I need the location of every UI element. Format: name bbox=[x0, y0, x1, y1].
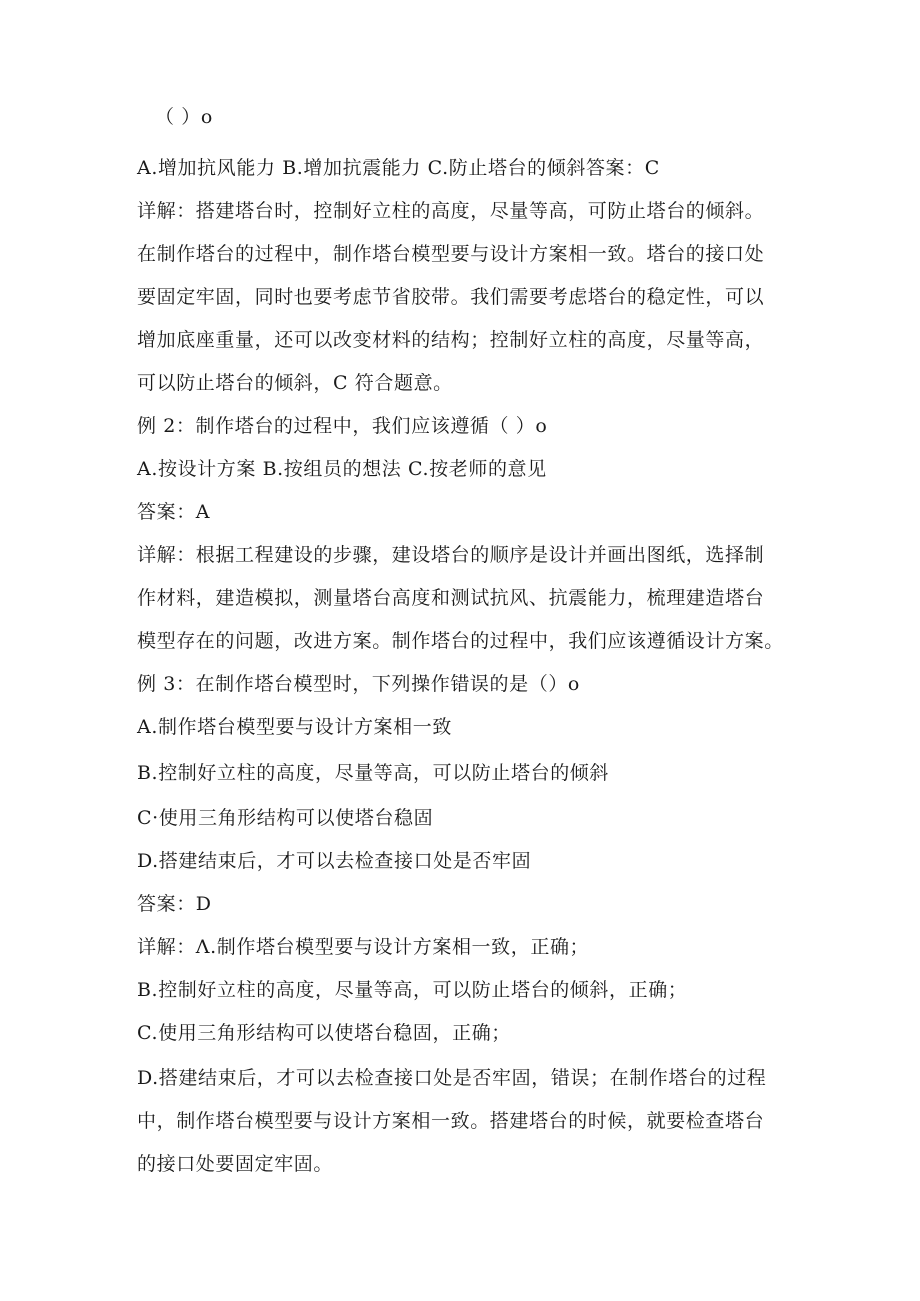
question-example-3: 例 3：在制作塔台模型时，下列操作错误的是（）o bbox=[137, 673, 580, 695]
explanation-line: 详解：搭建塔台时，控制好立柱的高度，尽量等高，可防止塔台的倾斜。 bbox=[137, 200, 765, 222]
explanation-line: C.使用三角形结构可以使塔台稳固，正确； bbox=[137, 1022, 511, 1044]
explanation-line: D.搭建结束后，才可以去检查接口处是否牢固，错误；在制作塔台的过程 bbox=[137, 1067, 767, 1089]
explanation-line: 在制作塔台的过程中，制作塔台模型要与设计方案相一致。塔台的接口处 bbox=[137, 243, 765, 265]
option-a: A.制作塔台模型要与设计方案相一致 bbox=[137, 716, 452, 738]
question-example-2: 例 2：制作塔台的过程中，我们应该遵循（ ）o bbox=[137, 415, 548, 437]
options-line-q2: A.按设计方案 B.按组员的想法 C.按老师的意见 bbox=[137, 458, 547, 480]
explanation-line: B.控制好立柱的高度，尽量等高，可以防止塔台的倾斜，正确； bbox=[137, 979, 688, 1001]
answer-line-q2: 答案：A bbox=[137, 501, 211, 523]
option-b: B.控制好立柱的高度，尽量等高，可以防止塔台的倾斜 bbox=[137, 762, 610, 784]
explanation-line: 要固定牢固，同时也要考虑节省胶带。我们需要考虑塔台的稳定性，可以 bbox=[137, 286, 765, 308]
option-d: D.搭建结束后，才可以去检查接口处是否牢固 bbox=[137, 850, 532, 872]
explanation-line: 的接口处要固定牢固。 bbox=[137, 1153, 334, 1175]
option-c: C·使用三角形结构可以使塔台稳固 bbox=[137, 807, 434, 829]
explanation-line: 详解：Λ.制作塔台模型要与设计方案相一致，正确； bbox=[137, 936, 590, 958]
explanation-line: 可以防止塔台的倾斜，C 符合题意。 bbox=[137, 372, 453, 394]
answer-blank-line: （ ）o bbox=[155, 106, 213, 128]
explanation-line: 增加底座重量，还可以改变材料的结构；控制好立柱的高度，尽量等高， bbox=[137, 329, 765, 351]
explanation-line: 详解：根据工程建设的步骤，建设塔台的顺序是设计并画出图纸，选择制 bbox=[137, 544, 765, 566]
answer-line-q3: 答案：D bbox=[137, 893, 212, 915]
explanation-line: 作材料，建造模拟，测量塔台高度和测试抗风、抗震能力，梳理建造塔台 bbox=[137, 587, 765, 609]
options-line-q1: A.增加抗风能力 B.增加抗震能力 C.防止塔台的倾斜答案：C bbox=[137, 157, 660, 179]
explanation-line: 中，制作塔台模型要与设计方案相一致。搭建塔台的时候，就要检查塔台 bbox=[137, 1110, 765, 1132]
explanation-line: 模型存在的问题，改进方案。制作塔台的过程中，我们应该遵循设计方案。 bbox=[137, 630, 784, 652]
